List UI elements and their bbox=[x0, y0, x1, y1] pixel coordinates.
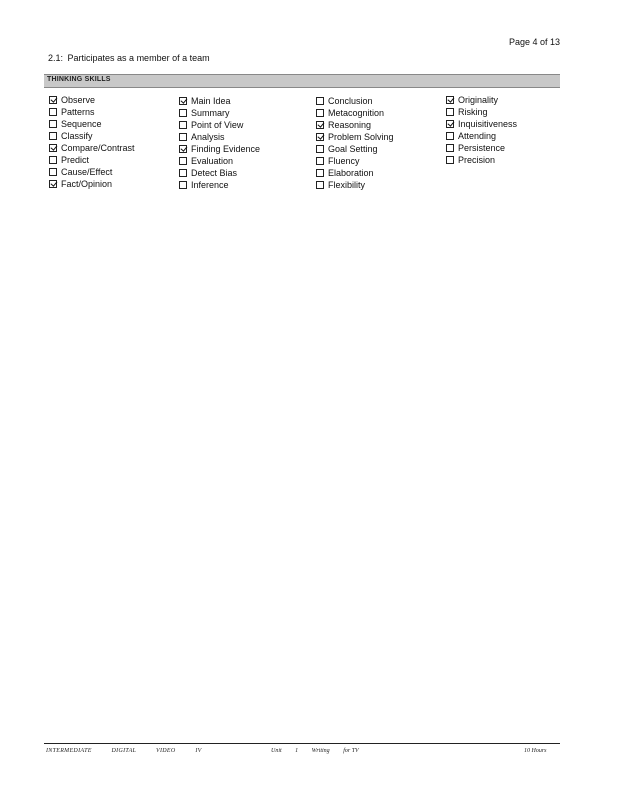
footer-divider bbox=[44, 743, 560, 744]
indicator-line bbox=[48, 53, 210, 63]
skill-label: Evaluation bbox=[191, 156, 234, 166]
unchecked-checkbox[interactable] bbox=[49, 108, 57, 116]
skill-label: Persistence bbox=[458, 143, 506, 153]
footer-unit-word: Writing bbox=[311, 748, 330, 754]
checked-checkbox[interactable] bbox=[49, 180, 57, 188]
skill-label: Problem Solving bbox=[328, 132, 394, 142]
skill-label: Fluency bbox=[328, 156, 360, 166]
skills-column-1 bbox=[49, 94, 135, 190]
skill-label: Conclusion bbox=[328, 96, 373, 106]
skill-label: Flexibility bbox=[328, 180, 366, 190]
unchecked-checkbox[interactable] bbox=[179, 121, 187, 129]
skill-item bbox=[446, 106, 517, 118]
checked-checkbox[interactable] bbox=[179, 145, 187, 153]
skill-label: Reasoning bbox=[328, 120, 372, 130]
checked-checkbox[interactable] bbox=[316, 121, 324, 129]
unchecked-checkbox[interactable] bbox=[446, 144, 454, 152]
skill-item bbox=[316, 155, 394, 167]
checked-checkbox[interactable] bbox=[446, 96, 454, 104]
unchecked-checkbox[interactable] bbox=[316, 181, 324, 189]
skill-label: Compare/Contrast bbox=[61, 143, 135, 153]
skill-item bbox=[49, 178, 135, 190]
checked-checkbox[interactable] bbox=[179, 97, 187, 105]
skill-item bbox=[49, 130, 135, 142]
page-number: Page 4 of 13 bbox=[509, 37, 561, 47]
unchecked-checkbox[interactable] bbox=[179, 157, 187, 165]
skill-label: Fact/Opinion bbox=[61, 179, 113, 189]
skill-item bbox=[49, 94, 135, 106]
skill-label: Precision bbox=[458, 155, 496, 165]
skill-item bbox=[49, 154, 135, 166]
checked-checkbox[interactable] bbox=[49, 96, 57, 104]
skill-label: Point of View bbox=[191, 120, 244, 130]
unchecked-checkbox[interactable] bbox=[316, 97, 324, 105]
skill-item bbox=[316, 131, 394, 143]
skill-item bbox=[49, 118, 135, 130]
skill-label: Predict bbox=[61, 155, 90, 165]
skill-item bbox=[446, 154, 517, 166]
skill-item bbox=[316, 167, 394, 179]
skill-item bbox=[446, 142, 517, 154]
unchecked-checkbox[interactable] bbox=[179, 181, 187, 189]
thinking-skills-banner bbox=[44, 74, 560, 88]
skill-item bbox=[179, 131, 260, 143]
footer-hours: 10 Hours bbox=[524, 748, 547, 754]
skill-label: Metacognition bbox=[328, 108, 385, 118]
skill-item bbox=[446, 94, 517, 106]
skill-label: Finding Evidence bbox=[191, 144, 261, 154]
skill-item bbox=[49, 142, 135, 154]
skill-label: Classify bbox=[61, 131, 93, 141]
unchecked-checkbox[interactable] bbox=[179, 133, 187, 141]
indicator-text: Participates as a member of a team bbox=[67, 53, 210, 63]
checked-checkbox[interactable] bbox=[446, 120, 454, 128]
skill-label: Sequence bbox=[61, 119, 102, 129]
indicator-code: 2.1: bbox=[48, 53, 64, 63]
footer-course-word-1: DIGITAL bbox=[111, 748, 137, 754]
skill-item bbox=[49, 106, 135, 118]
skill-label: Inference bbox=[191, 180, 229, 190]
footer-course-number: IV bbox=[195, 748, 202, 754]
unchecked-checkbox[interactable] bbox=[49, 156, 57, 164]
unchecked-checkbox[interactable] bbox=[446, 108, 454, 116]
skill-label: Analysis bbox=[191, 132, 225, 142]
skill-label: Originality bbox=[458, 95, 499, 105]
skill-item bbox=[179, 143, 260, 155]
footer-unit-number: 1 bbox=[295, 748, 299, 754]
footer-course-word-2: VIDEO bbox=[156, 748, 176, 754]
skill-item bbox=[446, 118, 517, 130]
footer-course-level: INTERMEDIATE bbox=[46, 748, 92, 754]
unchecked-checkbox[interactable] bbox=[316, 145, 324, 153]
skill-item bbox=[179, 167, 260, 179]
skill-item bbox=[179, 107, 260, 119]
footer-unit-label: Unit bbox=[271, 748, 282, 754]
skill-label: Elaboration bbox=[328, 168, 374, 178]
section-title: THINKING SKILLS bbox=[47, 76, 111, 83]
skill-item bbox=[179, 179, 260, 191]
footer-unit-topic: for TV bbox=[343, 748, 359, 754]
skill-label: Cause/Effect bbox=[61, 167, 113, 177]
skill-label: Summary bbox=[191, 108, 230, 118]
skill-label: Inquisitiveness bbox=[458, 119, 518, 129]
checked-checkbox[interactable] bbox=[316, 133, 324, 141]
footer-course bbox=[46, 748, 220, 754]
skill-label: Attending bbox=[458, 131, 497, 141]
unchecked-checkbox[interactable] bbox=[179, 109, 187, 117]
skill-item bbox=[316, 119, 394, 131]
footer-unit bbox=[271, 748, 371, 754]
skill-item bbox=[179, 155, 260, 167]
skill-label: Main Idea bbox=[191, 96, 231, 106]
checked-checkbox[interactable] bbox=[49, 144, 57, 152]
skill-item bbox=[316, 179, 394, 191]
skills-column-3 bbox=[316, 95, 394, 191]
skill-label: Detect Bias bbox=[191, 168, 238, 178]
unchecked-checkbox[interactable] bbox=[446, 132, 454, 140]
unchecked-checkbox[interactable] bbox=[316, 169, 324, 177]
unchecked-checkbox[interactable] bbox=[49, 120, 57, 128]
skill-label: Goal Setting bbox=[328, 144, 378, 154]
unchecked-checkbox[interactable] bbox=[316, 157, 324, 165]
unchecked-checkbox[interactable] bbox=[49, 168, 57, 176]
skills-column-2 bbox=[179, 95, 260, 191]
skill-label: Patterns bbox=[61, 107, 95, 117]
unchecked-checkbox[interactable] bbox=[316, 109, 324, 117]
skill-item bbox=[49, 166, 135, 178]
skill-item bbox=[179, 119, 260, 131]
skill-item bbox=[179, 95, 260, 107]
skills-column-4 bbox=[446, 94, 517, 166]
unchecked-checkbox[interactable] bbox=[446, 156, 454, 164]
skill-item bbox=[316, 107, 394, 119]
skill-item bbox=[446, 130, 517, 142]
unchecked-checkbox[interactable] bbox=[49, 132, 57, 140]
skill-item bbox=[316, 95, 394, 107]
unchecked-checkbox[interactable] bbox=[179, 169, 187, 177]
skill-item bbox=[316, 143, 394, 155]
skill-label: Observe bbox=[61, 95, 96, 105]
skill-label: Risking bbox=[458, 107, 488, 117]
